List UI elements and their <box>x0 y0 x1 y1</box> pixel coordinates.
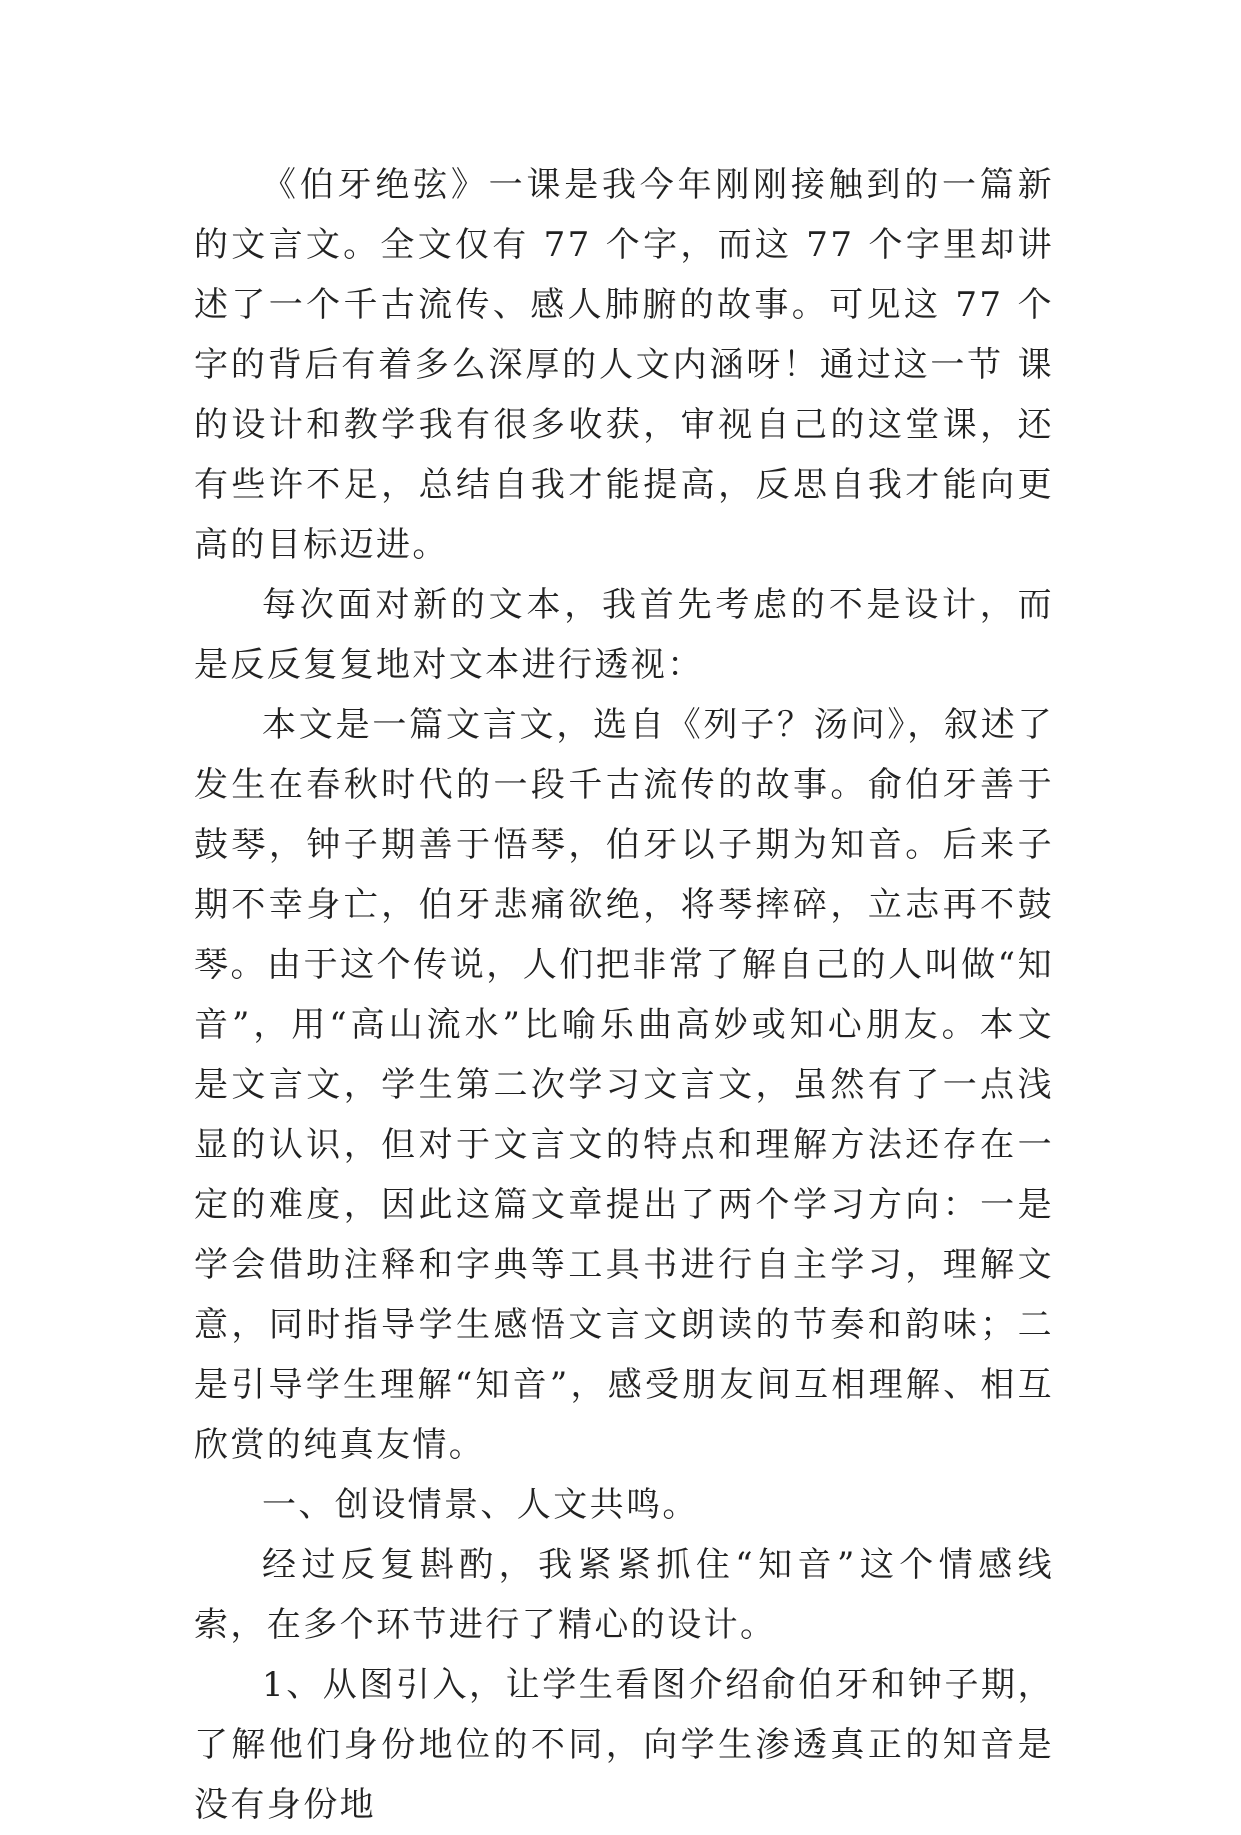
paragraph-intro: 《伯牙绝弦》一课是我今年刚刚接触到的一篇新的文言文。全文仅有 77 个字，而这 77 个字里却讲述了一个千古流传、感人肺腑的故事。可见这 77 个字的背后有着多么深厚的人文内涵呀！通过这一节 课的设计和教学我有很多收获，审视自己的这堂课，还有些许不足，总结自我才能提高，反思自我才能向更高的目标迈进。 <box>194 165 1054 565</box>
paragraph-item-1: 1、从图引入，让学生看图介绍俞伯牙和钟子期，了解他们身份地位的不同，向学生渗透真正的知音是没有身份地 <box>194 1665 1054 1825</box>
paragraph-text-analysis: 本文是一篇文言文，选自《列子？汤问》，叙述了发生在春秋时代的一段千古流传的故事。俞伯牙善于鼓琴，钟子期善于悟琴，伯牙以子期为知音。后来子期不幸身亡，伯牙悲痛欲绝，将琴摔碎，立志再不鼓琴。由于这个传说，人们把非常了解自己的人叫做“知音”，用“高山流水”比喻乐曲高妙或知心朋友。本文是文言文，学生第二次学习文言文，虽然有了一点浅显的认识，但对于文言文的特点和理解方法还存在一定的难度，因此这篇文章提出了两个学习方向：一是学会借助注释和字典等工具书进行自主学习，理解文意，同时指导学生感悟文言文朗读的节奏和韵味；二是引导学生理解“知音”，感受朋友间互相理解、相互欣赏的纯真友情。 <box>194 705 1054 1465</box>
paragraph-approach: 每次面对新的文本，我首先考虑的不是设计，而是反反复复地对文本进行透视： <box>194 585 1054 685</box>
paragraph-design: 经过反复斟酌，我紧紧抓住“知音”这个情感线索，在多个环节进行了精心的设计。 <box>194 1545 1054 1645</box>
document-body <box>194 155 1054 1835</box>
section-heading-1: 一、创设情景、人文共鸣。 <box>262 1485 699 1525</box>
